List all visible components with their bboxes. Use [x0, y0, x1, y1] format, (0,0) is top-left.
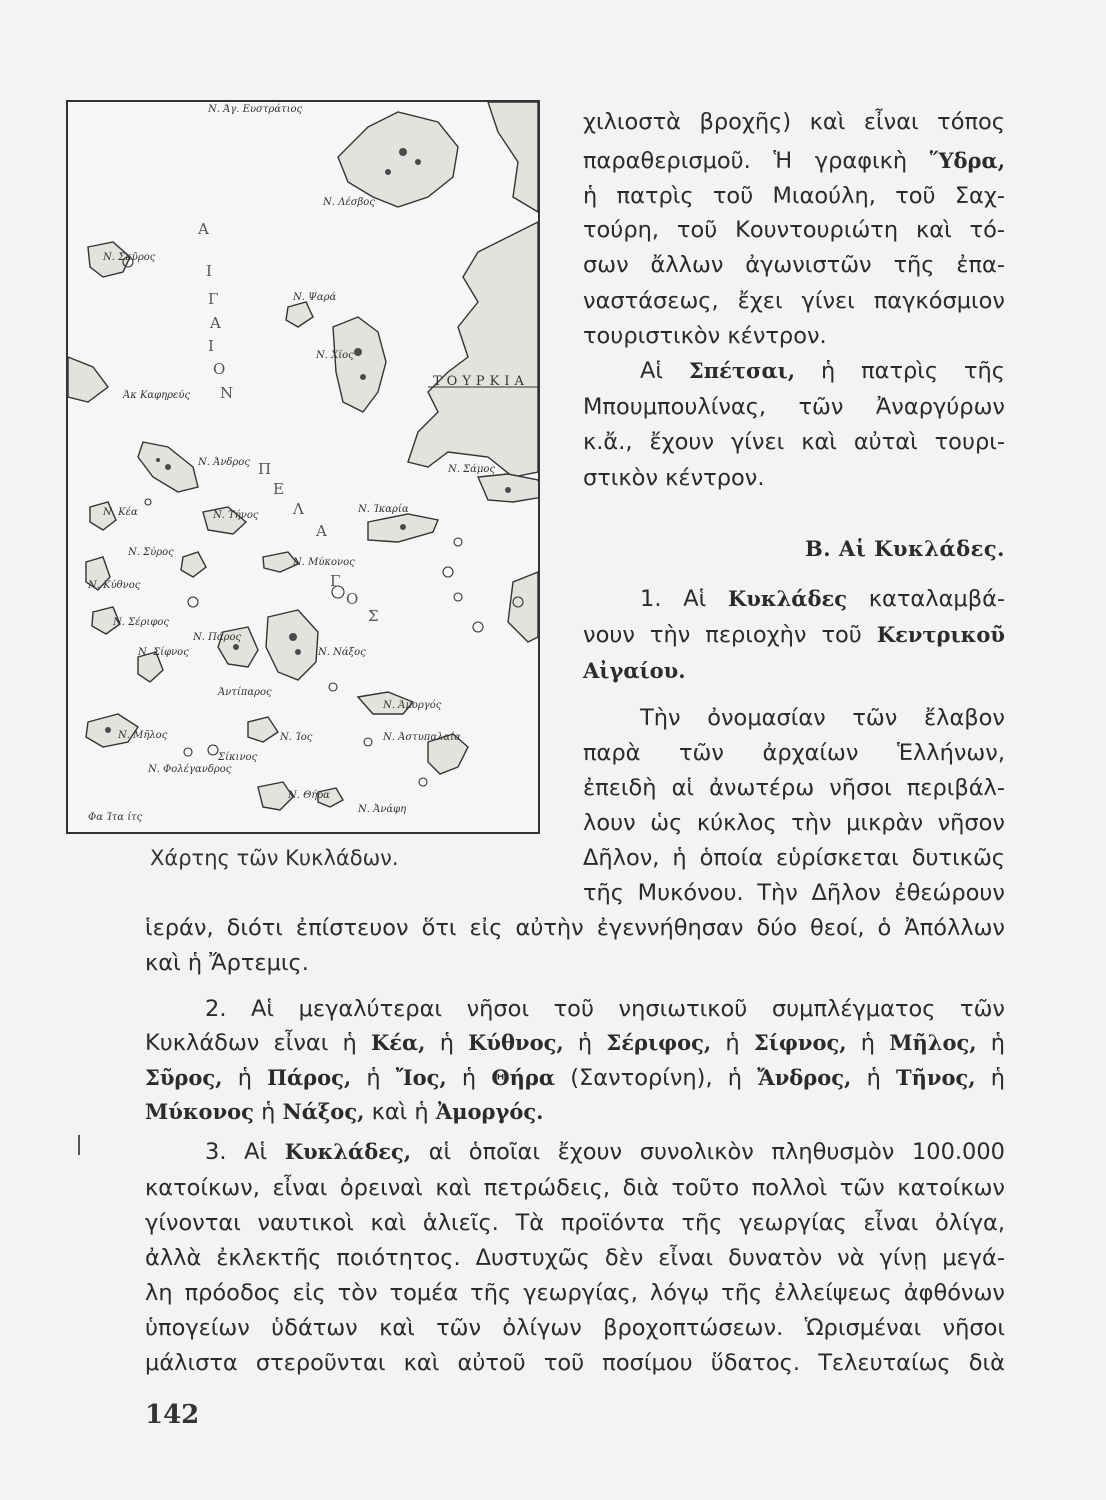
label-tourkia: ΤΟΥΡΚΙΑ — [433, 374, 529, 389]
syros-shape — [181, 552, 206, 577]
text-span: 1. Αἱ — [640, 586, 707, 612]
label-kythnos: Ν. Κύθνος — [88, 580, 141, 591]
text-line — [640, 355, 1005, 387]
text-span: ἡ — [866, 1065, 881, 1091]
island-sifnos: Σίφνος, — [753, 1030, 847, 1055]
turkey-south-shape — [508, 572, 538, 642]
text-span: 3. Αἱ — [205, 1139, 268, 1165]
text-span: ἡ — [725, 1030, 740, 1056]
term-aigaiou: Αἰγαίου. — [583, 658, 686, 683]
text-line — [583, 619, 1005, 651]
island-kythnos: Κύθνος, — [468, 1030, 564, 1055]
text-span: ἡ — [990, 1030, 1006, 1056]
text-line: μάλιστα στεροῦνται καὶ αὐτοῦ τοῦ ποσίμου ὕδατος. Τελευταίως διὰ — [145, 1350, 1005, 1376]
island-thira: Θήρα — [491, 1065, 556, 1090]
text-span: ἡ — [366, 1065, 381, 1091]
page-number: 142 — [145, 1400, 200, 1430]
island-syros: Σῦρος, — [145, 1065, 223, 1090]
label-skyros: Ν. Σκῦρος — [103, 252, 156, 263]
text-span: Κυκλάδων εἶναι ἡ — [145, 1030, 357, 1056]
text-line — [145, 1096, 543, 1128]
term-kentrikou: Κεντρικοῦ — [876, 622, 1005, 647]
text-line: ἀλλὰ ἐκλεκτῆς ποιότητος. Δυστυχῶς δὲν εἶναι δυνατὸν νὰ γίνῃ μεγά- — [145, 1245, 1005, 1271]
label-mykonos: Ν. Μύκονος — [293, 557, 355, 568]
section-heading-b: Β. Αἱ Κυκλάδες. — [805, 536, 1005, 561]
text-line: Τὴν ὀνομασίαν τῶν ἔλαβον — [640, 705, 1005, 731]
island-andros: Ἄνδρος, — [757, 1065, 852, 1090]
text-line: χιλιοστὰ βροχῆς) καὶ εἶναι τόπος — [583, 109, 1005, 135]
term-kyklades-2: Κυκλάδες, — [284, 1139, 412, 1164]
text-line: Δῆλον, ἡ ὁποία εὑρίσκεται δυτικῶς — [583, 845, 1005, 871]
lesvos-shape — [338, 112, 458, 207]
label-folegandros: Ν. Φολέγανδρος — [148, 764, 232, 775]
turkey-coast-shape — [488, 102, 538, 212]
text-span: ἡ — [261, 1099, 276, 1125]
text-line: σων ἄλλων ἀγωνιστῶν τῆς ἐπα- — [583, 252, 1005, 278]
label-amorgos: Ν. Άμοργός — [383, 700, 442, 711]
map-caption: Χάρτης τῶν Κυκλάδων. — [150, 846, 399, 870]
place-hydra: Ὕδρα, — [929, 148, 1005, 173]
text-span: ἡ — [860, 1030, 876, 1056]
sea-letter: Α — [210, 314, 221, 332]
text-span: Αἱ — [640, 358, 664, 384]
text-line: κατοίκων, εἶναι ὀρειναὶ καὶ πετρώδεις, διὰ τοῦτο πολλοὶ τῶν κατοίκων — [145, 1175, 1005, 1201]
sea-letter: Ο — [346, 590, 359, 608]
label-psara: Ν. Ψαρά — [293, 292, 337, 303]
text-line — [583, 655, 686, 687]
label-anafi: Ν. Ἀνάφη — [358, 804, 407, 815]
text-line — [145, 1062, 1005, 1094]
text-span: καὶ ἡ — [371, 1099, 429, 1125]
island-amorgos: Ἀμοργός. — [435, 1099, 544, 1124]
text-line: λουν ὡς κύκλος τὴν μικρὰν νῆσον — [583, 810, 1005, 836]
text-line — [640, 583, 1005, 615]
island-ios: Ἴος, — [395, 1065, 447, 1090]
island-mykonos: Μύκονος — [145, 1099, 254, 1124]
text-line: καὶ ἡ Ἄρτεμις. — [145, 950, 309, 976]
island-serifos: Σέριφος, — [606, 1030, 712, 1055]
sea-letter: Α — [198, 220, 209, 238]
label-paros: Ν. Πάρος — [193, 632, 242, 643]
label-serifos: Ν. Σέριφος — [113, 617, 169, 628]
sea-letter: Ι — [208, 337, 214, 355]
island-milos: Μῆλος, — [889, 1030, 977, 1055]
label-lesvos: Ν. Λέσβος — [323, 197, 375, 208]
label-fa-itaits: Φα Ίτα ίτς — [88, 812, 143, 823]
text-line — [583, 145, 1005, 177]
island-tinos: Τῆνος, — [896, 1065, 976, 1090]
text-span: (Σαντορίνη), ἡ — [570, 1065, 743, 1091]
sea-letter: Σ — [368, 607, 379, 625]
text-line: ἱεράν, διότι ἐπίστευον ὅτι εἰς αὐτὴν ἐγεννήθησαν δύο θεοί, ὁ Ἀπόλλων — [145, 915, 1005, 941]
text-span: παραθερισμοῦ. Ἡ γραφικὴ — [583, 148, 908, 174]
text-span: ἡ — [439, 1030, 454, 1056]
text-line: στικὸν κέντρον. — [583, 465, 765, 491]
text-span: καταλαμβά- — [868, 586, 1006, 612]
text-line: λη πρόοδος εἰς τὸν τομέα τῆς γεωργίας, λόγῳ τῆς ἐλλείψεως ἀφθόνων — [145, 1280, 1005, 1306]
island-naxos: Νάξος, — [282, 1099, 365, 1124]
text-span: ἡ — [461, 1065, 477, 1091]
sea-letter: Ο — [213, 360, 226, 378]
text-span: ἡ πατρὶς τῆς — [820, 358, 1005, 384]
label-syros: Ν. Σύρος — [128, 547, 174, 558]
label-kea: Ν. Κέα — [103, 507, 138, 518]
label-thira: Ν. Θήρα — [288, 790, 330, 801]
label-kafireus: Άκ Καφηρεύς — [123, 390, 191, 401]
island-kea: Κέα, — [371, 1030, 426, 1055]
text-span: ἡ — [237, 1065, 252, 1091]
turkey-mainland-shape — [408, 222, 538, 477]
margin-mark — [78, 1135, 80, 1155]
sea-letter: Λ — [293, 500, 304, 518]
sea-letter: Ι — [206, 262, 212, 280]
label-tinos: Ν. Τήνος — [213, 510, 259, 521]
text-line: κ.ἄ., ἔχουν γίνει καὶ αὐταὶ τουρι- — [583, 429, 1005, 455]
text-line: τῆς Μυκόνου. Τὴν Δῆλον ἐθεώρουν — [583, 880, 1005, 906]
label-samos: Ν. Σάμος — [448, 464, 496, 475]
text-line: τούρη, τοῦ Κουντουριώτη καὶ τό- — [583, 217, 1005, 243]
euboea-shape — [68, 357, 108, 402]
label-andros: Ν. Άνδρος — [198, 457, 250, 468]
naxos-shape — [266, 610, 318, 680]
text-line — [205, 1136, 1005, 1168]
label-naxos: Ν. Νάξος — [318, 647, 366, 658]
text-line: ναστάσεως, ἔχει γίνει παγκόσμιον — [583, 288, 1005, 314]
label-sifnos: Ν. Σίφνος — [138, 647, 189, 658]
text-line: ὑπογείων ὑδάτων καὶ τῶν ὀλίγων βροχοπτώσεων. Ὡρισμέναι νῆσοι — [145, 1315, 1005, 1341]
text-span: ἡ — [577, 1030, 593, 1056]
ios-shape — [248, 717, 278, 742]
text-line: γίνονται ναυτικοὶ καὶ ἁλιεῖς. Τὰ προϊόντα τῆς γεωργίας εἶναι ὀλίγα, — [145, 1210, 1005, 1236]
label-ag-eustratios: Ν. Άγ. Ευστράτιος — [208, 104, 303, 115]
cyclades-map — [66, 100, 540, 834]
label-milos: Ν. Μῆλος — [118, 730, 168, 741]
text-span: νουν τὴν περιοχὴν τοῦ — [583, 622, 862, 648]
label-ikaria: Ν. Ίκαρία — [358, 504, 409, 515]
text-span: ἡ — [990, 1065, 1006, 1091]
text-span: αἱ ὁποῖαι ἔχουν συνολικὸν πληθυσμὸν 100.000 — [428, 1139, 1005, 1165]
label-chios: Ν. Χίος — [316, 350, 354, 361]
place-spetses: Σπέτσαι, — [688, 358, 796, 383]
sea-letter: Ν — [220, 384, 234, 402]
psara-shape — [286, 302, 313, 327]
text-line: παρὰ τῶν ἀρχαίων Ἑλλήνων, — [583, 740, 1005, 766]
label-sikinos: Σίκινος — [218, 752, 258, 763]
label-astypalaia: Ν. Άστυπαλαία — [383, 732, 461, 743]
sea-letter: Α — [316, 522, 327, 540]
sea-letter: Γ — [208, 290, 219, 308]
label-ios: Ν. Ίος — [280, 732, 313, 743]
term-kyklades: Κυκλάδες — [728, 586, 848, 611]
sea-letter: Γ — [330, 572, 341, 590]
text-line: Μπουμπουλίνας, τῶν Ἀναργύρων — [583, 394, 1005, 420]
island-paros: Πάρος, — [267, 1065, 352, 1090]
sea-letter: Ε — [273, 480, 284, 498]
sea-letter: Π — [258, 460, 272, 478]
text-line: ἐπειδὴ αἱ ἀνωτέρω νῆσοι περιβάλ- — [583, 775, 1005, 801]
chios-shape — [333, 317, 386, 412]
label-antiparos: Άντίπαρος — [218, 687, 272, 698]
text-line: ἡ πατρὶς τοῦ Μιαούλη, τοῦ Σαχ- — [583, 183, 1005, 209]
text-line — [145, 1027, 1005, 1059]
text-line: τουριστικὸν κέντρον. — [583, 323, 827, 349]
text-line: 2. Αἱ μεγαλύτεραι νῆσοι τοῦ νησιωτικοῦ συμπλέγματος τῶν — [205, 996, 1005, 1022]
